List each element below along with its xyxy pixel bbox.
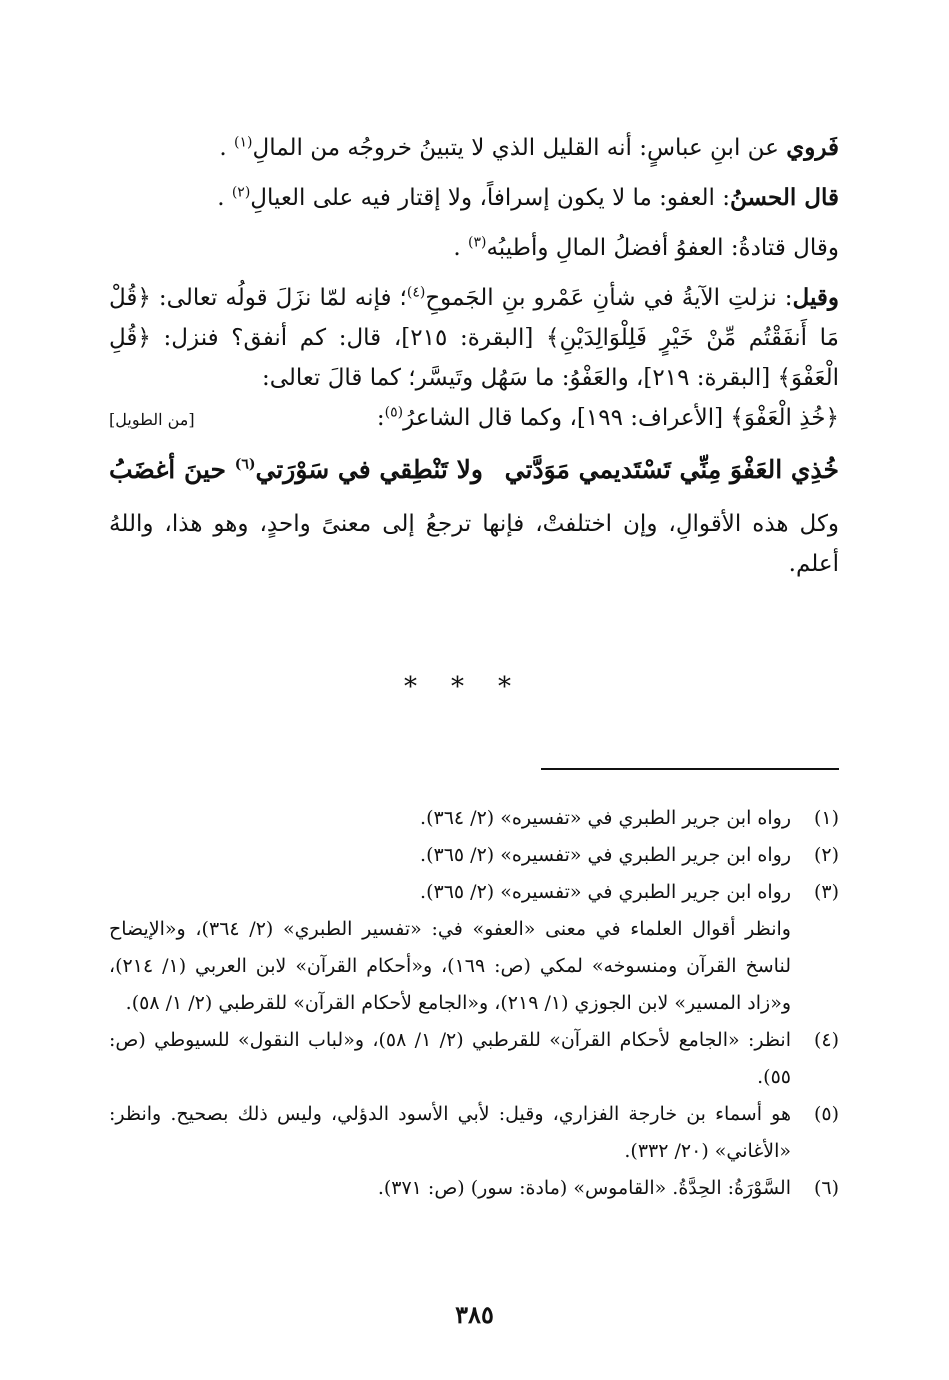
poem-second-hemistich: ولا تَنْطِقي في سَوْرَتي$^{(٦)}$ حينَ أغضَبُ [109, 455, 483, 484]
footnote-text: رواه ابن جرير الطبري في «تفسيره» (٢/ ٣٦٥). وانظر أقوال العلماء في معنى «العفو» في: «تفسير الطبري» (٢/ ٣٦٤)، و«الإيضاح لناسخ القرآن ومنسوخه» لمكي (ص: ١٦٩)، و«أحكام القرآن» لابن العربي (١/ ٢١٤)، و«زاد المسير» لابن الجوزي (١/ ٢١٩)، و«الجامع لأحكام القرآن» للقرطبي (٢/ ١/ ٥٨). [109, 881, 791, 1014]
main-text [109, 128, 839, 594]
footnote-text: رواه ابن جرير الطبري في «تفسيره» (٢/ ٣٦٥). [420, 844, 791, 866]
section-separator: *** [404, 672, 545, 702]
footnote-ref[interactable]: (٦) [234, 456, 256, 473]
paragraph-conclusion: وكل هذه الأقوالِ، وإن اختلفتْ، فإنها ترجعُ إلى معنىً واحدٍ، وهو هذا، واللهُ أعلم. [109, 511, 839, 577]
footnote-divider [541, 768, 839, 770]
footnote [109, 837, 839, 874]
footnote-ref[interactable]: (٢) [231, 184, 251, 201]
footnote-ref[interactable]: (٤) [406, 284, 426, 301]
footnote-extra: وانظر أقوال العلماء في معنى «العفو» في: «تفسير الطبري» (٢/ ٣٦٤)، و«الإيضاح لناسخ القرآن ومنسوخه» لمكي (ص: ١٦٩)، و«أحكام القرآن» لابن العربي (١/ ٢١٤)، و«زاد المسير» لابن الجوزي (١/ ٢١٩)، و«الجامع لأحكام القرآن» للقرطبي (٢/ ١/ ٥٨). [109, 918, 791, 1014]
page-number: ٣٨٥ [455, 1300, 494, 1329]
footnotes [109, 800, 839, 1207]
footnote [109, 874, 839, 1022]
footnote-number: (٤) [813, 1029, 839, 1051]
quote-line [109, 398, 839, 440]
paragraph-ibn-abbas: فَروي عن ابنِ عباسٍ: أنه القليل الذي لا يتبينُ خروجُه من المالِ$^{(١)}$ . [219, 134, 839, 161]
footnote-number: (٣) [813, 881, 839, 903]
footnote [109, 800, 839, 837]
footnote-text: رواه ابن جرير الطبري في «تفسيره» (٢/ ٣٦٤). [420, 807, 791, 829]
footnote-text: انظر: «الجامع لأحكام القرآن» للقرطبي (٢/ ١/ ٥٨)، و«لباب النقول» للسيوطي (ص: ٥٥). [109, 1029, 791, 1088]
footnote [109, 1022, 839, 1096]
footnote-number: (١) [813, 807, 839, 829]
poetic-meter-label: [من الطويل] [109, 410, 195, 429]
footnote-text: السَّوْرَةُ: الحِدَّةُ. «القاموس» (مادة: سور) (ص: ٣٧١). [377, 1177, 791, 1199]
footnote-ref[interactable]: (٥) [384, 404, 404, 421]
quote-text: ﴿خُذِ الْعَفْوَ﴾ [الأعراف: ١٩٩]، وكما قال الشاعرُ$^{(٥)}$: [376, 404, 839, 431]
paragraph-occasion: وقيل: نزلتِ الآيةُ في شأنِ عَمْرو بنِ الجَموحِ$^{(٤)}$؛ فإنه لمّا نزَلَ قولُه تعالى: ﴿قُلْ مَا أَنفَقْتُم مِّنْ خَيْرٍ فَلِلْوَالِدَيْنِ﴾ [البقرة: ٢١٥]، قال: كم أنفق؟ فنزل: ﴿قُلِ الْعَفْوَ﴾ [البقرة: ٢١٩]، والعَفْوُ: ما سَهُل وتَيسَّر؛ كما قالَ تعالى: ﴿خُذِ الْعَفْوَ﴾ [الأعراف: ١٩٩]، وكما قال الشاعرُ$^{(٥)}$: [من الطويل] [109, 278, 839, 440]
paragraph-hasan: قال الحسنُ: العفو: ما لا يكون إسرافاً، ولا إقتار فيه على العيالِ$^{(٢)}$ . [217, 184, 839, 211]
footnote-number: (٦) [813, 1177, 839, 1199]
poem-first-hemistich: خُذِي العَفْوَ مِنِّي تَسْتَديمي مَوَدَّتي [504, 455, 839, 484]
paragraph-qatada: وقال قتادةُ: العفوُ أفضلُ المالِ وأطيبُه$^{(٣)}$ . [453, 234, 839, 261]
footnote-number: (٢) [813, 844, 839, 866]
footnote [109, 1170, 839, 1207]
footnote [109, 1096, 839, 1170]
footnote-number: (٥) [813, 1103, 839, 1125]
footnote-text: هو أسماء بن خارجة الفزاري، وقيل: لأبي الأسود الدؤلي، وليس ذلك بصحيح. وانظر: «الأغاني» (٢٠/ ٣٣٢). [109, 1103, 791, 1162]
footnote-ref[interactable]: (٣) [467, 234, 487, 251]
poem-verse [109, 450, 839, 490]
footnote-ref[interactable]: (١) [234, 134, 253, 151]
